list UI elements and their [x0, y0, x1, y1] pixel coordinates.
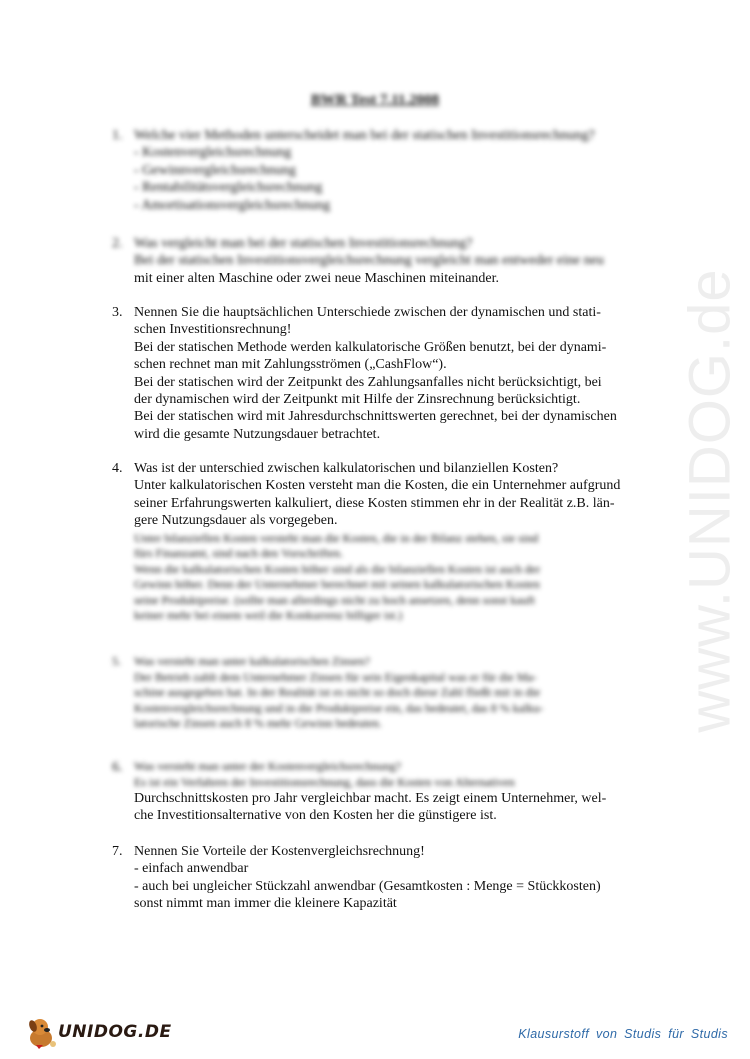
answer-line: seiner Erfahrungswerten kalkuliert, diese Kosten stimmen ehr in der Realität z.B. län- — [134, 495, 615, 511]
watermark — [650, 240, 750, 760]
question-7 — [112, 843, 652, 913]
answer-line: schine ausgegeben hat. In der Realität ist es nicht so doch diese Zahl fließt mit in die — [134, 685, 541, 699]
question-3 — [112, 304, 652, 443]
answer-line: Wenn die kalkulatorischen Kosten höher sind als die bilanziellen Kosten ist auch der — [134, 561, 541, 576]
answer-line: Durchschnittskosten pro Jahr vergleichbar macht. Es zeigt einem Unternehmer, wel- — [134, 791, 607, 806]
question-number: 2. — [112, 236, 123, 251]
question-text: Welche vier Methoden unterscheidet man bei der statischen Investitionsrechnung? — [134, 128, 595, 143]
question-4 — [112, 460, 652, 624]
answer-line: Kostenvergleichsrechnung und in die Produktpreise ein, das bedeutet, das 8 % kalku- — [134, 700, 544, 715]
question-text: Was vergleicht man bei der statischen Investitionsrechnung? — [134, 236, 473, 251]
question-text: Was versteht man unter kalkulatorischen Zinsen? — [134, 654, 370, 668]
page-title: BWR Test 7.11.2008 — [310, 92, 440, 108]
question-2 — [112, 235, 652, 287]
question-text: Was versteht man unter der Kostenvergleichsrechnung? — [134, 759, 402, 773]
watermark-text: www.UNIDOG.de — [677, 267, 743, 733]
answer-line: schen rechnet man mit Zahlungsströmen („CashFlow“). — [134, 357, 447, 373]
answer-line: - Gewinnvergleichsrechnung — [134, 162, 296, 178]
answer-line: der dynamischen wird der Zeitpunkt mit Hilfe der Zinsrechnung berücksichtigt. — [134, 392, 581, 408]
footer-tagline: Klausurstoff von Studis für Studis — [518, 1027, 728, 1041]
answer-line: - Amortisationsvergleichsrechnung — [134, 197, 331, 213]
answer-line: Gewinn höher. Denn der Unternehmer berechnet mit seinen kalkulatorischen Kosten — [134, 577, 540, 592]
answer-line: Bei der statischen Methode werden kalkulatorische Größen benutzt, bei der dynami- — [134, 339, 607, 355]
dog-icon — [22, 1014, 60, 1050]
answer-line: gere Nutzungsdauer als vorgegeben. — [134, 513, 338, 529]
question-number: 6. — [112, 760, 123, 775]
answer-line: sonst nimmt man immer die kleinere Kapazität — [134, 896, 397, 912]
answer-line: seine Produktpreise. (sollte man allerdings nicht zu hoch ansetzen, denn sonst kauft — [134, 592, 535, 607]
logo-text: UNIDOG.DE — [58, 1022, 172, 1042]
question-text: schen Investitionsrechnung! — [134, 322, 292, 338]
answer-line: Unter bilanziellen Kosten versteht man die Kosten, die in der Bilanz stehen, sie sind — [134, 530, 539, 545]
question-number: 7. — [112, 844, 123, 859]
answer-line: che Investitionsalternative von den Kosten her die günstigere ist. — [134, 808, 497, 824]
answer-line: Unter kalkulatorischen Kosten versteht man die Kosten, die ein Unternehmer aufgrund — [134, 478, 621, 494]
answer-line: keiner mehr bei einem weil die Konkurrenz billiger ist.) — [134, 608, 403, 623]
answer-line: Bei der statischen wird mit Jahresdurchschnittswerten gerechnet, bei der dynamischen — [134, 409, 617, 425]
answer-line: Es ist ein Verfahren der Investitionsrechnung, dass die Kosten von Alternativen — [134, 774, 515, 789]
answer-line: wird die gesamte Nutzungsdauer betrachtet. — [134, 426, 381, 442]
question-text: Nennen Sie die hauptsächlichen Unterschiede zwischen der dynamischen und stati- — [134, 305, 601, 320]
question-1 — [112, 127, 652, 214]
answer-line: - Rentabilitätsvergleichsrechnung — [134, 180, 323, 196]
blurred-answer — [134, 531, 652, 624]
question-number: 3. — [112, 305, 123, 320]
question-number: 1. — [112, 128, 123, 143]
answer-line: latorische Zinsen auch 8 % mehr Gewinn bedeuten. — [134, 716, 382, 730]
answer-line: - einfach anwendbar — [134, 861, 249, 877]
answer-line: mit einer alten Maschine oder zwei neue Maschinen miteinander. — [134, 270, 500, 286]
question-text: Nennen Sie Vorteile der Kostenvergleichsrechnung! — [134, 844, 425, 859]
question-number: 4. — [112, 461, 123, 476]
question-text: Was ist der unterschied zwischen kalkulatorischen und bilanziellen Kosten? — [134, 461, 559, 476]
question-6 — [112, 759, 652, 825]
answer-line: - Kostenvergleichsrechnung — [134, 145, 292, 161]
question-5 — [112, 654, 652, 732]
answer-line: Bei der statischen wird der Zeitpunkt des Zahlungsanfalles nicht berücksichtigt, bei — [134, 374, 602, 390]
unidog-logo[interactable] — [22, 1014, 172, 1050]
answer-line: Der Betrieb zahlt dem Unternehmer Zinsen für sein Eigenkapital was er für die Ma- — [134, 669, 537, 684]
answer-line: Bei der statischen Investitionsvergleichsrechnung vergleicht man entweder eine neu — [134, 253, 604, 269]
answer-line: fürs Finanzamt, sind nach den Vorschriften. — [134, 546, 344, 561]
question-number: 5. — [112, 654, 121, 668]
answer-line: - auch bei ungleicher Stückzahl anwendbar (Gesamtkosten : Menge = Stückkosten) — [134, 878, 601, 894]
